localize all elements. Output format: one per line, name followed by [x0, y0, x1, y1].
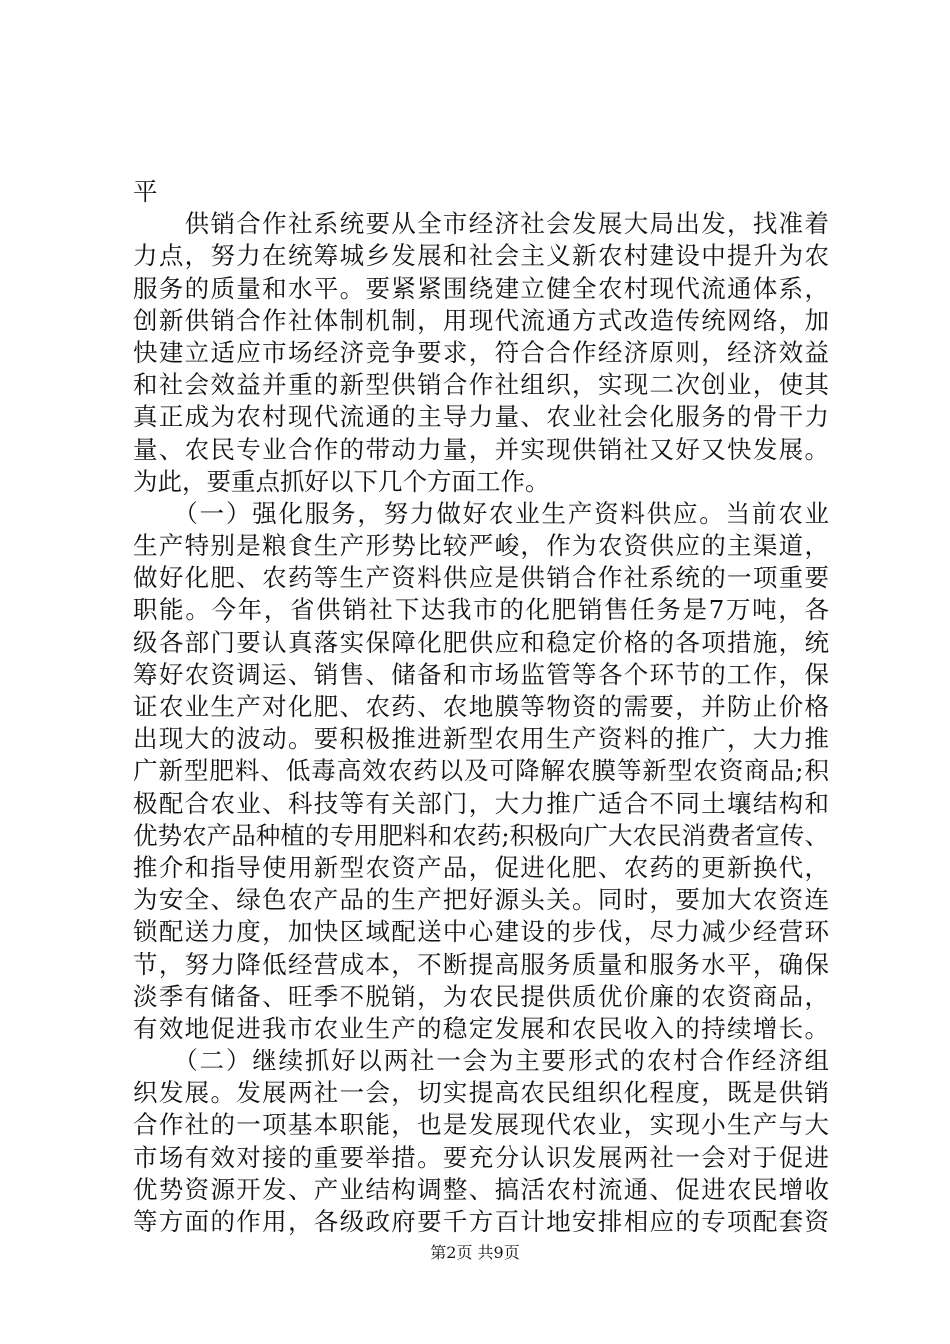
text-line: 为此，要重点抓好以下几个方面工作。 — [133, 466, 550, 496]
text-line: 合作社的一项基本职能，也是发展现代农业，实现小生产与大 — [133, 1110, 829, 1140]
text-line: 快建立适应市场经济竞争要求，符合合作经济原则，经济效益 — [133, 337, 829, 367]
text-line: 量、农民专业合作的带动力量，并实现供销社又好又快发展。 — [133, 434, 829, 464]
text-line: 广新型肥料、低毒高效农药以及可降解农膜等新型农资商品;积 — [133, 756, 829, 786]
text-line: 淡季有储备、旺季不脱销，为农民提供质优价廉的农资商品， — [133, 981, 829, 1011]
text-line: 证农业生产对化肥、农药、农地膜等物资的需要，并防止价格 — [133, 692, 829, 721]
text-line: 为安全、绿色农产品的生产把好源头关。同时，要加大农资连 — [133, 885, 829, 915]
text-line: 优势农产品种植的专用肥料和农药;积极向广大农民消费者宣传、 — [133, 820, 829, 850]
text-line: （一）强化服务，努力做好农业生产资料供应。当前农业 — [133, 498, 829, 528]
text-line: 级各部门要认真落实保障化肥供应和稳定价格的各项措施，统 — [133, 627, 829, 657]
text-line: 出现大的波动。要积极推进新型农用生产资料的推广，大力推 — [133, 724, 829, 754]
text-line: 做好化肥、农药等生产资料供应是供销合作社系统的一项重要 — [133, 563, 829, 593]
text-line: 有效地促进我市农业生产的稳定发展和农民收入的持续增长。 — [133, 1013, 829, 1043]
text-line: 平 — [133, 177, 158, 206]
text-line: （二）继续抓好以两社一会为主要形式的农村合作经济组 — [133, 1046, 829, 1076]
text-line: 极配合农业、科技等有关部门，大力推广适合不同土壤结构和 — [133, 788, 829, 818]
text-line: 职能。今年，省供销社下达我市的化肥销售任务是7万吨，各 — [133, 595, 829, 625]
text-line: 生产特别是粮食生产形势比较严峻，作为农资供应的主渠道， — [133, 531, 829, 561]
text-line: 优势资源开发、产业结构调整、搞活农村流通、促进农民增收 — [133, 1174, 829, 1204]
page-footer: 第2页 共9页 — [430, 1243, 520, 1262]
text-line: 创新供销合作社体制机制，用现代流通方式改造传统网络，加 — [133, 305, 829, 335]
text-line: 供销合作社系统要从全市经济社会发展大局出发，找准着 — [133, 209, 829, 239]
text-line: 市场有效对接的重要举措。要充分认识发展两社一会对于促进 — [133, 1142, 829, 1172]
body-text — [133, 176, 829, 1238]
text-line: 真正成为农村现代流通的主导力量、农业社会化服务的骨干力 — [133, 402, 829, 432]
text-line: 推介和指导使用新型农资产品，促进化肥、农药的更新换代， — [133, 852, 829, 882]
text-line: 和社会效益并重的新型供销合作社组织，实现二次创业，使其 — [133, 370, 829, 400]
text-line: 织发展。发展两社一会，切实提高农民组织化程度，既是供销 — [133, 1078, 829, 1108]
text-line: 服务的质量和水平。要紧紧围绕建立健全农村现代流通体系， — [133, 273, 829, 303]
text-line: 节，努力降低经营成本，不断提高服务质量和服务水平，确保 — [133, 949, 829, 979]
text-line: 锁配送力度，加快区域配送中心建设的步伐，尽力减少经营环 — [133, 917, 829, 947]
text-line: 力点，努力在统筹城乡发展和社会主义新农村建设中提升为农 — [133, 241, 829, 271]
text-line: 等方面的作用，各级政府要千方百计地安排相应的专项配套资 — [133, 1207, 829, 1236]
text-line: 筹好农资调运、销售、储备和市场监管等各个环节的工作，保 — [133, 659, 829, 689]
